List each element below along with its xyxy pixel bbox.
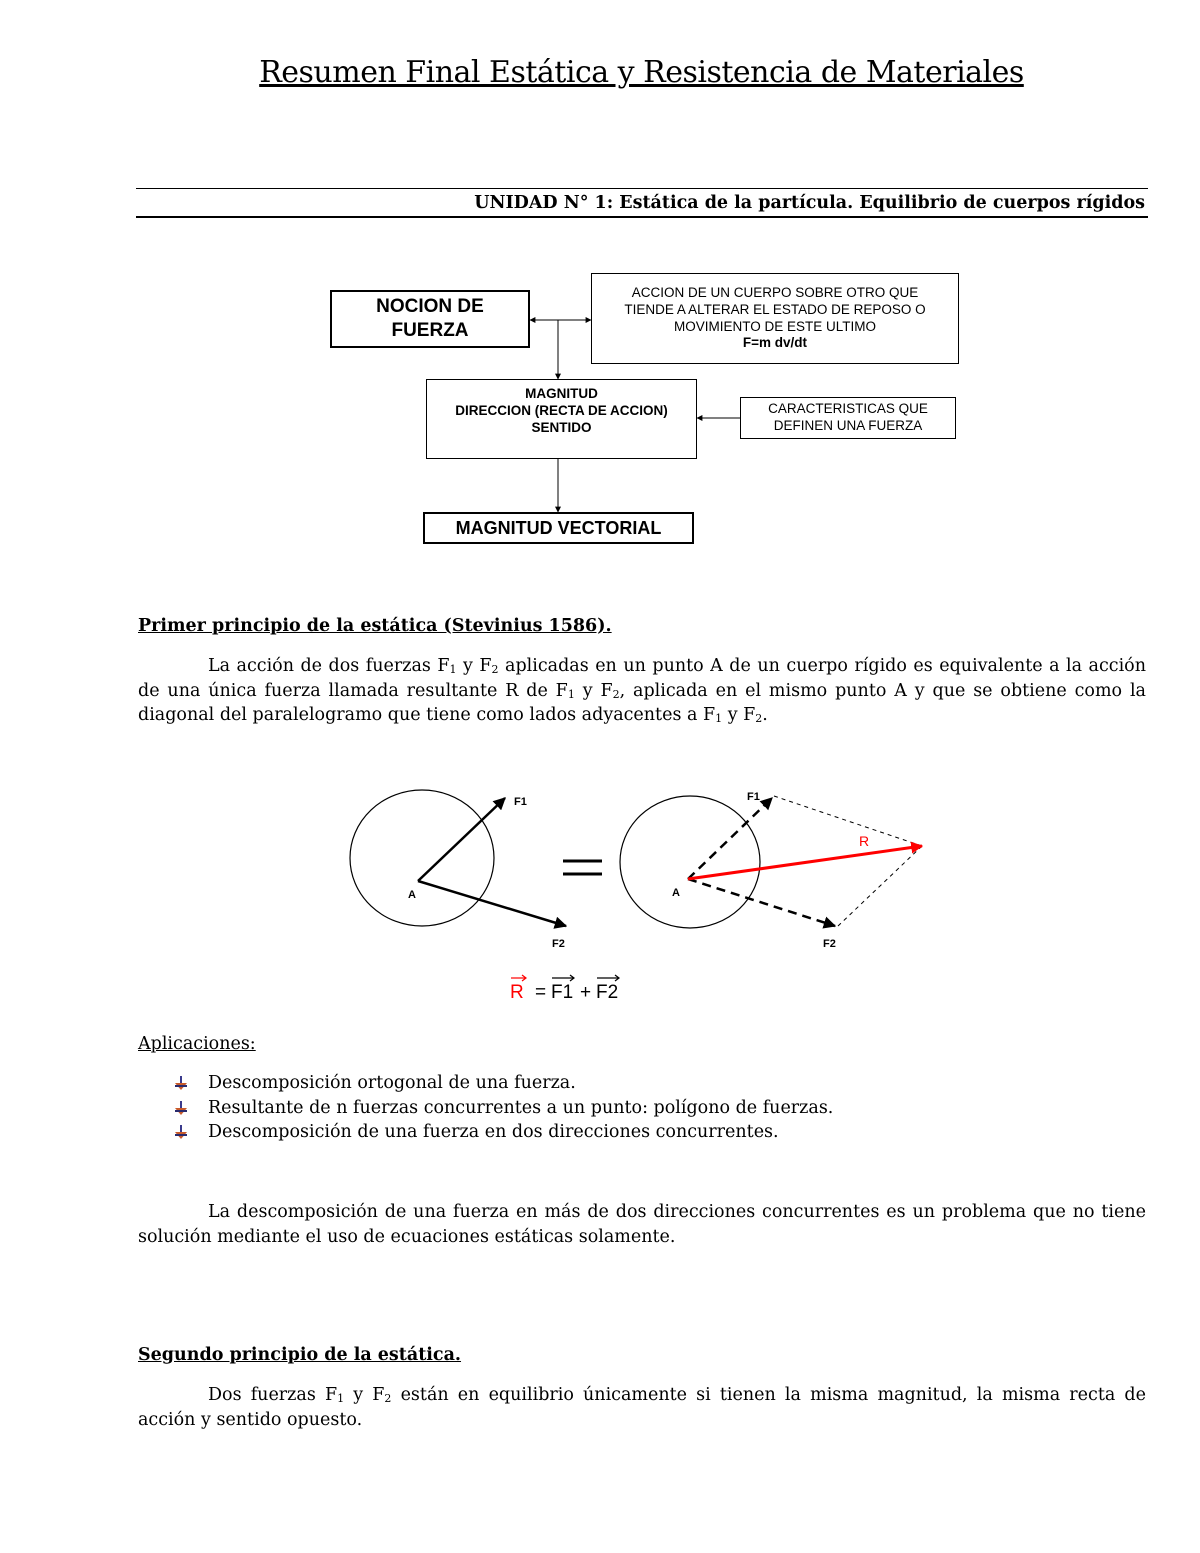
text-run: están en equilibrio únicamente si tienen la misma magnitud, la misma recta de acción y sentido opuesto. [138,1385,1146,1430]
primer-principio-paragraph [138,654,1146,728]
text-run: y F [722,705,756,725]
label-f2-left: F2 [552,938,565,950]
list-item [172,1071,833,1096]
list-item [172,1120,833,1145]
aplicacion-text: Resultante de n fuerzas concurrentes a un punto: polígono de fuerzas. [208,1097,834,1118]
text-run: , aplicada en el mismo punto A y que se obtiene como la diagonal del paralelogramo que tiene como lados adyacentes a F [138,680,1146,725]
magnitud-vectorial-box [423,512,694,544]
aplicacion-text: Descomposición de una fuerza en dos direcciones concurrentes. [208,1122,779,1143]
aplicaciones-list [172,1071,833,1145]
define-line-2: DEFINEN UNA FUERZA [773,418,923,433]
subscript: 1 [337,1392,345,1405]
text-run: y F [574,680,613,701]
define-line-1: CARACTERISTICAS QUE [768,401,928,417]
text-run: y F [456,656,492,676]
subscript: 2 [384,1392,392,1405]
caracteristica-magnitud: MAGNITUD [525,386,598,401]
arrow-bullet-icon [172,1074,190,1092]
nocion-line-2: FUERZA [391,320,469,341]
label-a-left: A [408,889,416,901]
list-item [172,1096,833,1121]
body-ellipse-left [350,790,494,926]
subscript: 2 [612,687,620,701]
label-f1-right: F1 [747,791,760,803]
accion-formula: F=m dv/dt [742,335,808,351]
label-r: R [859,833,870,849]
force-f2-left [418,881,566,926]
accion-line-2: TIENDE A ALTERAR EL ESTADO DE REPOSO O [624,301,926,317]
unit-heading: UNIDAD N° 1: Estática de la partícula. Equilibrio de cuerpos rígidos [474,193,1145,213]
segundo-principio-paragraph [138,1383,1146,1432]
text-run: aplicadas en un punto A de un cuerpo rígido es equivalente a la acción de una única fuerza llamada resultante R de F [138,656,1146,701]
text-run: Dos fuerzas F [208,1385,338,1405]
accion-definition-box [591,273,959,364]
text-run: . [762,705,768,725]
equation-f1: F1 [551,982,574,1003]
aplicaciones-label: Aplicaciones: [138,1034,256,1054]
document-title: Resumen Final Estática y Resistencia de Materiales [259,55,1024,90]
arrow-bullet-icon [172,1099,190,1117]
text-run: La acción de dos fuerzas F [208,656,450,676]
equation-f2: F2 [596,982,619,1003]
caracteristicas-box [426,379,697,459]
arrow-bullet-icon [172,1123,190,1141]
nocion-line-1: NOCION DE [376,296,484,318]
accion-line-1: ACCION DE UN CUERPO SOBRE OTRO QUE [631,284,919,300]
accion-line-3: MOVIMIENTO DE ESTE ULTIMO [673,318,877,334]
subscript: 2 [491,663,499,676]
segundo-principio-heading: Segundo principio de la estática. [138,1345,462,1365]
force-f2-right [688,879,835,926]
vector-equation [505,972,635,1006]
primer-principio-heading: Primer principio de la estática (Stevinius 1586). [138,616,612,636]
label-f1-left: F1 [514,796,527,808]
subscript: 1 [567,687,575,701]
subscript: 1 [715,712,723,725]
text-run: La descomposición de una fuerza en más de dos direcciones concurrentes es un problema que no tiene solución mediante el uso de ecuaciones estáticas solamente. [138,1202,1146,1247]
caracteristica-sentido: SENTIDO [531,419,592,435]
descomposicion-paragraph [138,1200,1146,1249]
body-ellipse-right [620,796,760,928]
caracteristica-direccion: DIRECCION (RECTA DE ACCION) [455,402,668,418]
parallel-f2-dashed [774,796,922,846]
parallel-f1-dashed [838,846,922,926]
subscript: 1 [449,663,457,676]
force-parallelogram-diagram [330,770,950,1010]
label-f2-right: F2 [823,938,836,950]
label-a-right: A [672,887,680,899]
nocion-de-fuerza-box [330,290,530,348]
equation-equals: = [535,982,547,1003]
equation-plus: + [580,982,592,1003]
vectorial-label: MAGNITUD VECTORIAL [455,517,662,538]
resultant-r [688,846,922,879]
text-run: y F [344,1385,385,1405]
equation-r: R [510,982,524,1003]
aplicacion-text: Descomposición ortogonal de una fuerza. [208,1073,576,1094]
subscript: 2 [755,712,763,725]
caracteristicas-define-box [740,397,956,439]
